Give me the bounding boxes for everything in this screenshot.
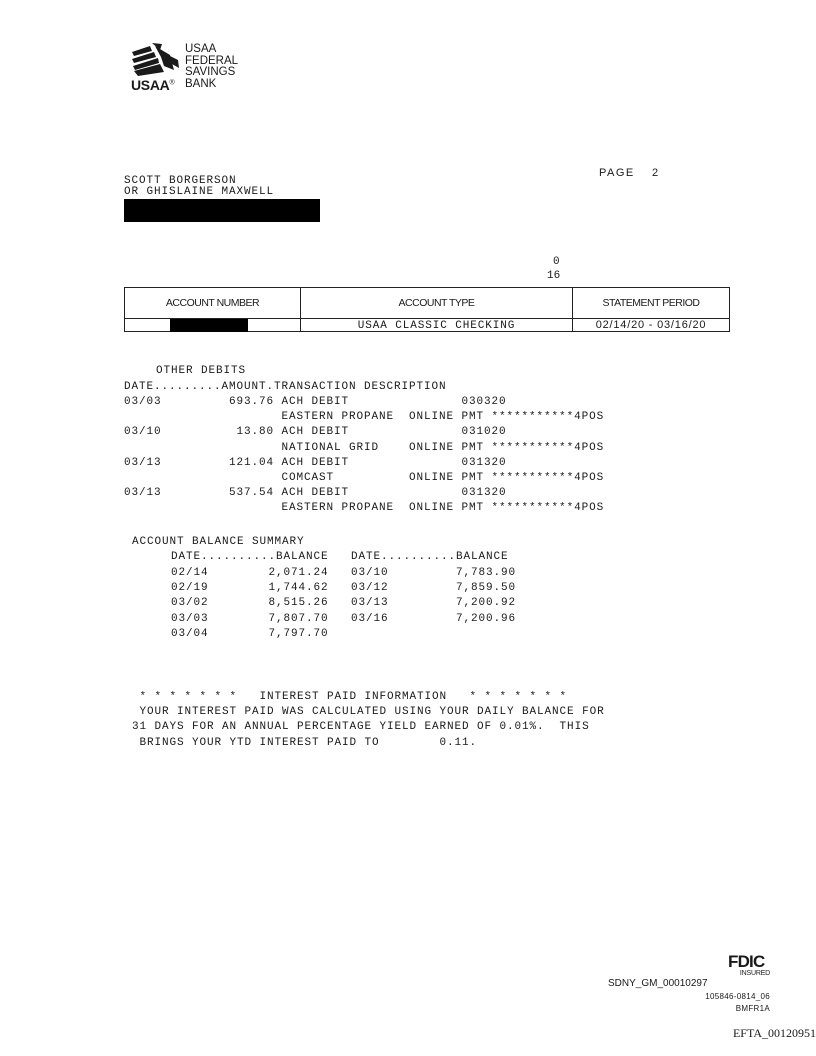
- list-item: 03/02 8,515.26 03/13 7,200.92: [171, 597, 517, 610]
- account-number-header: ACCOUNT NUMBER: [165, 297, 260, 309]
- logo-line: FEDERAL: [185, 54, 239, 67]
- document-id: SDNY_GM_00010297: [608, 978, 708, 989]
- fdic-insured-text: INSURED: [739, 970, 770, 977]
- fdic-text: FDIC: [728, 952, 765, 971]
- balance-summary-title: ACCOUNT BALANCE SUMMARY: [132, 536, 305, 548]
- account-number-redaction: [170, 319, 248, 332]
- statement-period-header: STATEMENT PERIOD: [602, 297, 700, 309]
- list-item: 03/13 537.54 ACH DEBIT 031320: [124, 487, 507, 500]
- list-item: 03/13 121.04 ACH DEBIT 031320: [124, 456, 507, 469]
- account-table: [124, 287, 730, 332]
- fdic-logo: [728, 953, 770, 978]
- account-type-header: ACCOUNT TYPE: [398, 297, 475, 309]
- other-debits-list: [124, 395, 604, 517]
- customer-name-2: OR GHISLAINE MAXWELL: [124, 186, 275, 198]
- interest-line: BRINGS YOUR YTD INTEREST PAID TO 0.11.: [132, 736, 478, 749]
- list-item: 03/10 13.80 ACH DEBIT 031020: [124, 426, 507, 439]
- list-item: EASTERN PROPANE ONLINE PMT ***********4POS: [124, 411, 605, 424]
- list-item: NATIONAL GRID ONLINE PMT ***********4POS: [124, 441, 605, 454]
- statement-period-value: 02/14/20 - 03/16/20: [595, 319, 707, 331]
- balance-summary-header: DATE..........BALANCE DATE..........BALANCE: [171, 551, 509, 563]
- logo-text: [185, 44, 238, 90]
- list-item: 03/04 7,797.70: [171, 627, 329, 640]
- misc-number-top: 0: [553, 256, 560, 268]
- interest-line: 31 DAYS FOR AN ANNUAL PERCENTAGE YIELD EARNED OF 0.01%. THIS: [132, 721, 590, 734]
- interest-line: * * * * * * * INTEREST PAID INFORMATION * * * * * * *: [132, 691, 568, 703]
- account-number-column: [125, 288, 301, 331]
- interest-line: YOUR INTEREST PAID WAS CALCULATED USING YOUR DAILY BALANCE FOR: [132, 706, 605, 719]
- list-item: 03/03 7,807.70 03/16 7,200.96: [171, 612, 517, 625]
- logo-line: SAVINGS: [185, 66, 236, 78]
- list-item: 03/03 693.76 ACH DEBIT 030320: [124, 396, 507, 408]
- table-row-separator: [125, 318, 729, 319]
- account-type-value: USAA CLASSIC CHECKING: [357, 320, 516, 332]
- page-label: PAGE: [599, 167, 635, 179]
- customer-name-1: SCOTT BORGERSON: [124, 175, 237, 187]
- redaction-bar: [124, 199, 320, 222]
- other-debits-title: OTHER DEBITS: [156, 365, 247, 377]
- other-debits-header: DATE.........AMOUNT.TRANSACTION DESCRIPTION: [124, 381, 447, 393]
- statement-period-column: [573, 288, 729, 331]
- page-number: 2: [652, 167, 659, 179]
- list-item: 02/19 1,744.62 03/12 7,859.50: [171, 582, 517, 595]
- form-name: BMFR1A: [735, 1004, 770, 1013]
- logo-wordmark: [131, 77, 174, 93]
- list-item: EASTERN PROPANE ONLINE PMT ***********4POS: [124, 502, 605, 515]
- form-code: 105846-0814_06: [705, 992, 770, 1001]
- logo-line: USAA: [185, 43, 217, 55]
- list-item: 02/14 2,071.24 03/10 7,783.90: [171, 567, 517, 579]
- registered-mark: ®: [169, 79, 175, 87]
- efta-number: EFTA_00120951: [732, 1026, 816, 1040]
- interest-info: [132, 690, 605, 751]
- misc-number-bottom: 16: [547, 270, 561, 282]
- list-item: COMCAST ONLINE PMT ***********4POS: [124, 472, 605, 485]
- logo-word: USAA: [131, 77, 170, 93]
- account-type-column: [301, 288, 573, 331]
- balance-summary-list: [171, 566, 516, 642]
- logo-line: BANK: [185, 77, 217, 90]
